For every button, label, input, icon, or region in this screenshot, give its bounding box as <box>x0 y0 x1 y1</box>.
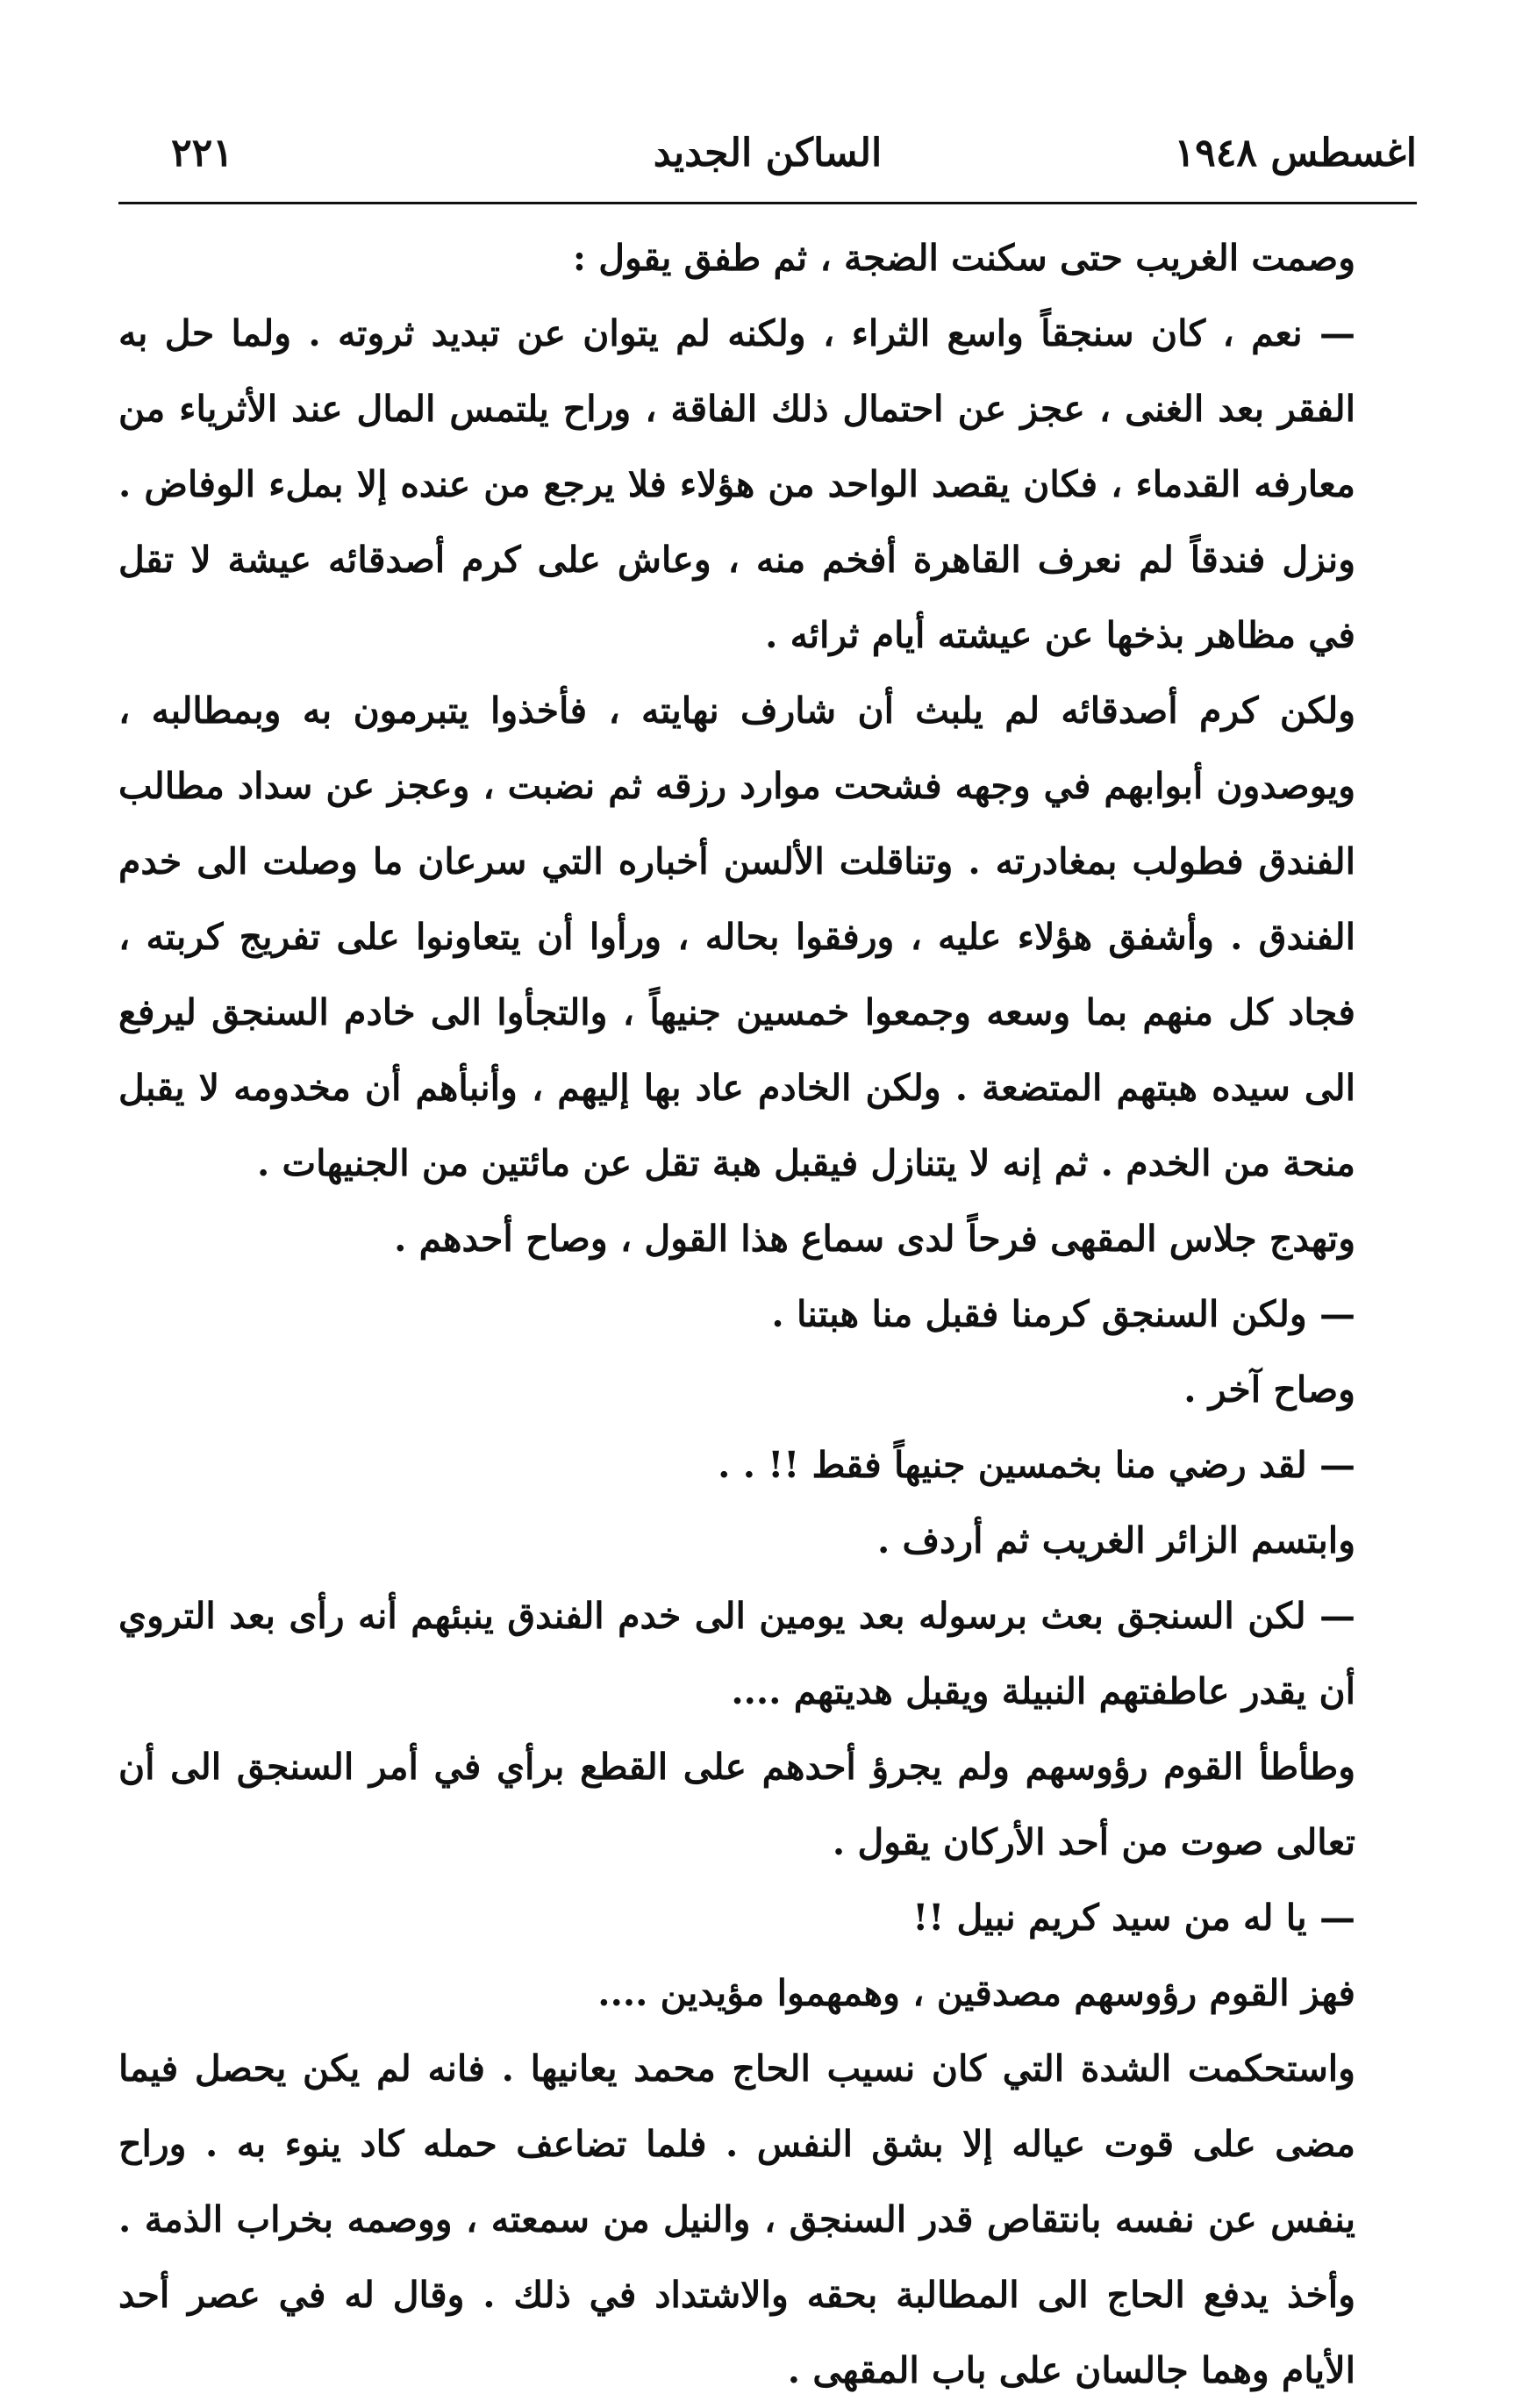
paragraph: — نعم ، كان سنجقاً واسع الثراء ، ولكنه لم يتوان عن تبديد ثروته . ولما حل به الفقر بعد الغنى ، عجز عن احتمال ذلك الفاقة ، وراح يلتمس المال عند الأثرياء من معارفه القدماء ، فكان يقصد الواحد من هؤلاء فلا يرجع من عنده إلا بملء الوفاض . ونزل فندقاً لم نعرف القاهرة أفخم منه ، وعاش على كرم أصدقائه عيشة لا تقل في مظاهر بذخها عن عيشته أيام ثرائه . <box>118 312 1355 656</box>
paragraph: — يا له من سيد كريم نبيل !! <box>912 1897 1355 1939</box>
paragraph: ولكن كرم أصدقائه لم يلبث أن شارف نهايته ، فأخذوا يتبرمون به وبمطالبه ، ويوصدون أبوابهم في وجهه فشحت موارد رزقه ثم نضبت ، وعجز عن سداد مطالب الفندق فطولب بمغادرته . وتناقلت الألسن أخباره التي سرعان ما وصلت الى خدم الفندق . وأشفق هؤلاء عليه ، ورفقوا بحاله ، ورأوا أن يتعاونوا على تفريج كربته ، فجاد كل منهم بما وسعه وجمعوا خمسين جنيهاً ، والتجأوا الى خادم السنجق ليرفع الى سيده هبتهم المتضعة . ولكن الخادم عاد بها إليهم ، وأنبأهم أن مخدومه لا يقبل منحة من الخدم . ثم إنه لا يتنازل فيقبل هبة تقل عن مائتين من الجنيهات . <box>118 690 1355 1184</box>
document-page <box>118 123 1417 2391</box>
paragraph: وتهدج جلاس المقهى فرحاً لدى سماع هذا القول ، وصاح أحدهم . <box>394 1218 1355 1260</box>
issue-date: اغسطس ١٩٤٨ <box>1174 131 1417 175</box>
running-header <box>118 123 1417 184</box>
paragraph: واستحكمت الشدة التي كان نسيب الحاج محمد يعانيها . فانه لم يكن يحصل فيما مضى على قوت عياله إلا بشق النفس . فلما تضاعف حمله كاد ينوء به . وراح ينفس عن نفسه بانتقاص قدر السنجق ، والنيل من سمعته ، ووصمه بخراب الذمة . وأخذ يدفع الحاج الى المطالبة بحقه والاشتداد في ذلك . وقال له في عصر أحد الأيام وهما جالسان على باب المقهى . <box>118 2047 1355 2391</box>
paragraph: وصاح آخر . <box>1183 1368 1355 1411</box>
paragraph: وطأطأ القوم رؤوسهم ولم يجرؤ أحدهم على القطع برأي في أمر السنجق الى أن تعالى صوت من أحد الأركان يقول . <box>118 1746 1355 1863</box>
paragraph: — ولكن السنجق كرمنا فقبل منا هبتنا . <box>771 1293 1355 1335</box>
page-number: ٢٢١ <box>171 131 233 175</box>
header-rule <box>118 202 1417 204</box>
paragraph: وابتسم الزائر الغريب ثم أردف . <box>876 1519 1355 1561</box>
body-text <box>118 220 1417 2408</box>
paragraph: وصمت الغريب حتى سكنت الضجة ، ثم طفق يقول : <box>572 237 1355 279</box>
story-title: الساكن الجديد <box>653 131 883 175</box>
paragraph: فهز القوم رؤوسهم مصدقين ، وهمهموا مؤيدين .... <box>597 1972 1355 2014</box>
paragraph: — لكن السنجق بعث برسوله بعد يومين الى خدم الفندق ينبئهم أنه رأى بعد التروي أن يقدر عاطفتهم النبيلة ويقبل هديتهم .... <box>118 1595 1355 1712</box>
paragraph: — لقد رضي منا بخمسين جنيهاً فقط !! . . <box>718 1444 1355 1486</box>
